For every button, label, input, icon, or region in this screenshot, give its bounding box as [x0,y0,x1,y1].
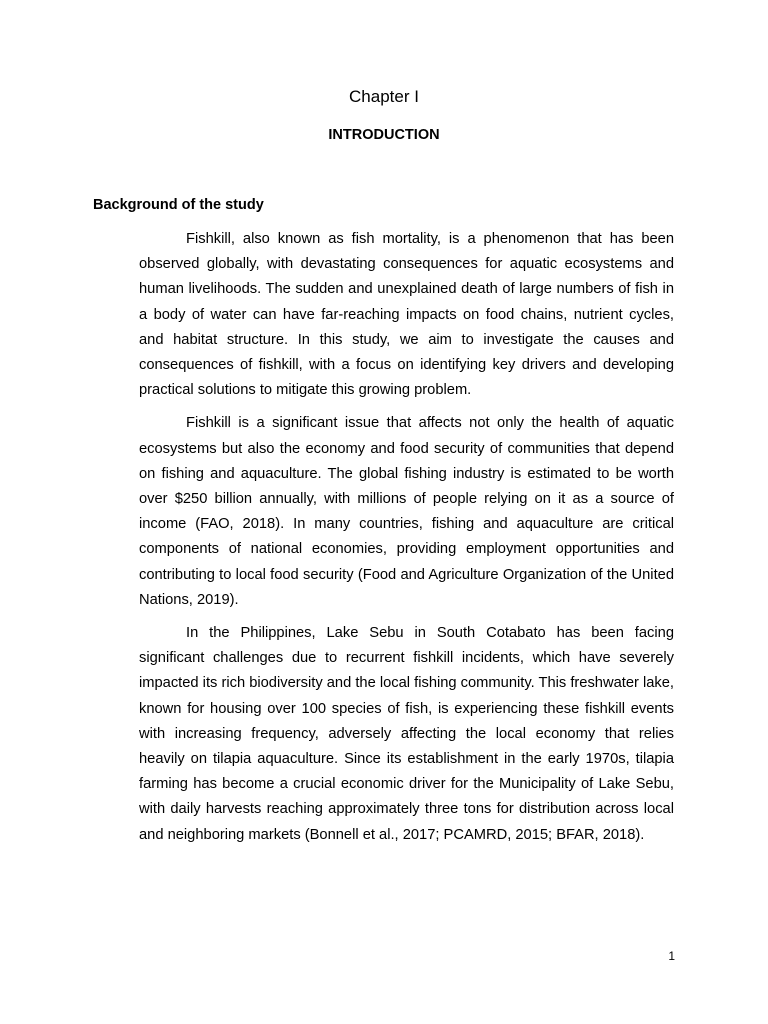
chapter-title: Chapter I [349,87,419,106]
body-text [139,227,674,856]
section-title: INTRODUCTION [328,127,440,143]
page-number: 1 [668,949,675,963]
subsection-heading: Background of the study [93,197,264,213]
paragraph-3: In the Philippines, Lake Sebu in South Cotabato has been facing significant challenges due to recurrent fishkill incidents, which have severely impacted its rich biodiversity and the local fishing community. This freshwater lake, known for housing over 100 species of fish, is experiencing these fishkill events with increasing frequency, adversely affecting the local economy that relies heavily on tilapia aquaculture. Since its establishment in the early 1970s, tilapia farming has become a crucial economic driver for the Municipality of Lake Sebu, with daily harvests reaching approximately three tons for distribution across local and neighboring markets (Bonnell et al., 2017; PCAMRD, 2015; BFAR, 2018). [139,625,674,843]
paragraph-2: Fishkill is a significant issue that affects not only the health of aquatic ecosystems but also the economy and food security of communities that depend on fishing and aquaculture. The global fishing industry is estimated to be worth over $250 billion annually, with millions of people relying on it as a source of income (FAO, 2018). In many countries, fishing and aquaculture are critical components of national economies, providing employment opportunities and contributing to local food security (Food and Agriculture Organization of the United Nations, 2019). [139,415,674,608]
paragraph-1: Fishkill, also known as fish mortality, is a phenomenon that has been observed globally, with devastating consequences for aquatic ecosystems and human livelihoods. The sudden and unexplained death of large numbers of fish in a body of water can have far-reaching impacts on food chains, nutrient cycles, and habitat structure. In this study, we aim to investigate the causes and consequences of fishkill, with a focus on identifying key drivers and developing practical solutions to mitigate this growing problem. [139,231,674,399]
